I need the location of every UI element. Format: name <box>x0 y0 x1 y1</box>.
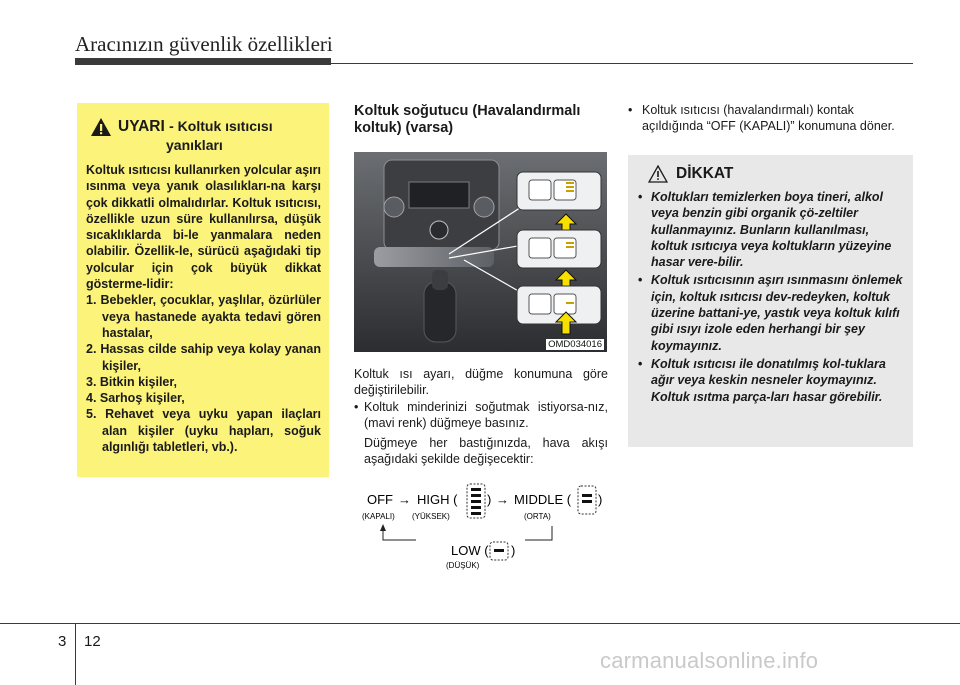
section-title: Koltuk soğutucu (Havalandırmalı koltuk) (varsa) <box>354 103 581 136</box>
warning-title <box>118 117 273 155</box>
caution-title: DİKKAT <box>676 165 734 182</box>
warning-item: 5. Rehavet veya uyku yapan ilaçları alan kişiler (uyku hapları, soğuk algınlığı tabletleri, vb.). <box>86 407 321 455</box>
mode-middle-sub: (ORTA) <box>524 512 551 521</box>
mode-off: OFF <box>367 492 393 507</box>
warning-list <box>86 292 321 455</box>
mode-off-sub: (KAPALI) <box>362 512 395 521</box>
mode-low-sub: (DÜŞÜK) <box>446 561 480 570</box>
warning-item: 4. Sarhoş kişiler, <box>86 391 185 406</box>
caution-box <box>628 155 913 447</box>
reset-text: Koltuk ısıtıcısı (havalandırmalı) kontak açıldığında “OFF (KAPALI)” konumuna döner. <box>642 103 895 133</box>
page-number: 12 <box>84 633 101 650</box>
warning-box <box>77 103 329 477</box>
bullet-dot: • <box>638 356 643 371</box>
warning-item: 2. Hassas cilde sahip veya kolay yanan kişiler, <box>86 342 321 373</box>
bullet-dot: • <box>638 190 643 204</box>
header-rule <box>331 63 913 64</box>
cycle-arrowhead <box>380 524 386 531</box>
bullet-text: Koltuk minderinizi soğutmak istiyorsa-nız, (mavi renk) düğmeye basınız. <box>364 400 608 430</box>
warning-item: 1. Bebekler, çocuklar, yaşlılar, özürlüler veya hastanede ayakta tedavi gören hastalar, <box>86 293 321 340</box>
caution-header <box>648 165 903 183</box>
cycle-line <box>525 526 552 540</box>
warning-title-suffix: - Koltuk ısıtıcısı <box>169 118 273 134</box>
footer-divider <box>75 623 76 685</box>
caution-item-text: Koltukları temizlerken boya tineri, alkol veya benzin gibi organik çö-zeltiler kullanmayınız. Bunların kullanılması, koltuk ısıtıcıya veya koltukların yüzeyine hasar vere-bilir. <box>651 190 892 270</box>
caution-item-text: Koltuk ısıtıcısının aşırı ısınmasını önlemek için, koltuk ısıtıcısı dev-redeyken, koltuk üzerine battani-ye, yastık veya koltuk kılıfı gibi ısıyı izole eden herhangi bir şey koymayınız. <box>651 273 903 353</box>
chapter-title: Aracınızın güvenlik özellikleri <box>75 32 333 56</box>
caution-item <box>638 356 903 405</box>
mode-middle: MIDDLE ( <box>514 492 572 507</box>
header-bar <box>75 58 331 65</box>
watermark: carmanualsonline.info <box>600 648 819 673</box>
mode-low: LOW ( <box>451 543 489 558</box>
bullet-dot: • <box>354 400 359 414</box>
warning-title-line2: yanıkları <box>166 137 223 153</box>
arrow-icon: → <box>496 492 509 507</box>
reset-bullet <box>628 103 915 134</box>
chapter-number: 3 <box>58 633 67 650</box>
cycle-line <box>383 528 416 540</box>
caution-list <box>638 189 903 405</box>
warning-triangle-icon <box>90 117 112 137</box>
close-paren: ) <box>487 492 492 507</box>
bullet-continuation: Düğmeye her bastığınızda, hava akışı aşağıdaki şekilde değişecektir: <box>364 436 608 466</box>
caution-item <box>638 189 903 270</box>
middle-level-icon <box>578 486 596 514</box>
body-text <box>354 367 608 467</box>
high-level-icon <box>467 484 485 518</box>
mode-high-sub: (YÜKSEK) <box>412 512 450 521</box>
photo-code: OMD034016 <box>548 339 602 350</box>
arrow-icon: → <box>398 492 411 507</box>
caution-item <box>638 272 903 353</box>
caution-triangle-icon <box>648 165 668 183</box>
warning-item: 3. Bitkin kişiler, <box>86 374 178 389</box>
mode-high: HIGH ( <box>417 492 458 507</box>
bullet-dot: • <box>628 103 633 117</box>
low-level-icon <box>490 542 508 560</box>
bullet-item <box>354 400 608 431</box>
warning-label: UYARI <box>118 118 165 135</box>
console-photo <box>354 152 607 352</box>
caution-item-text: Koltuk ısıtıcısı ile donatılmış kol-tuklara ağır veya keskin nesneler koymayınız. Koltuk ısıtma parça-ları hasar görebilir. <box>651 356 886 404</box>
close-paren: ) <box>511 543 516 558</box>
warning-paragraph: Koltuk ısıtıcısı kullanırken yolcular aşırı ısınma veya yanık olasılıkları-na karşı çok dikkatli olmalıdırlar. Koltuk ısıtıcısı, özellikle uzun süre kullanılırsa, düşük sıcaklıklarda bi-le yanmalara neden olabilir. Özellik-le, sürücü aşağıdaki tip yolcular için çok büyük dikkat gösterme-lidir: <box>86 163 321 292</box>
warning-header <box>86 117 321 155</box>
bullet-dot: • <box>638 273 643 288</box>
footer-rule <box>0 623 960 624</box>
close-paren: ) <box>598 492 603 507</box>
intro-paragraph: Koltuk ısı ayarı, düğme konumuna göre değiştirilebilir. <box>354 367 608 397</box>
mode-cycle-diagram <box>354 474 618 578</box>
console-illustration <box>354 152 607 352</box>
